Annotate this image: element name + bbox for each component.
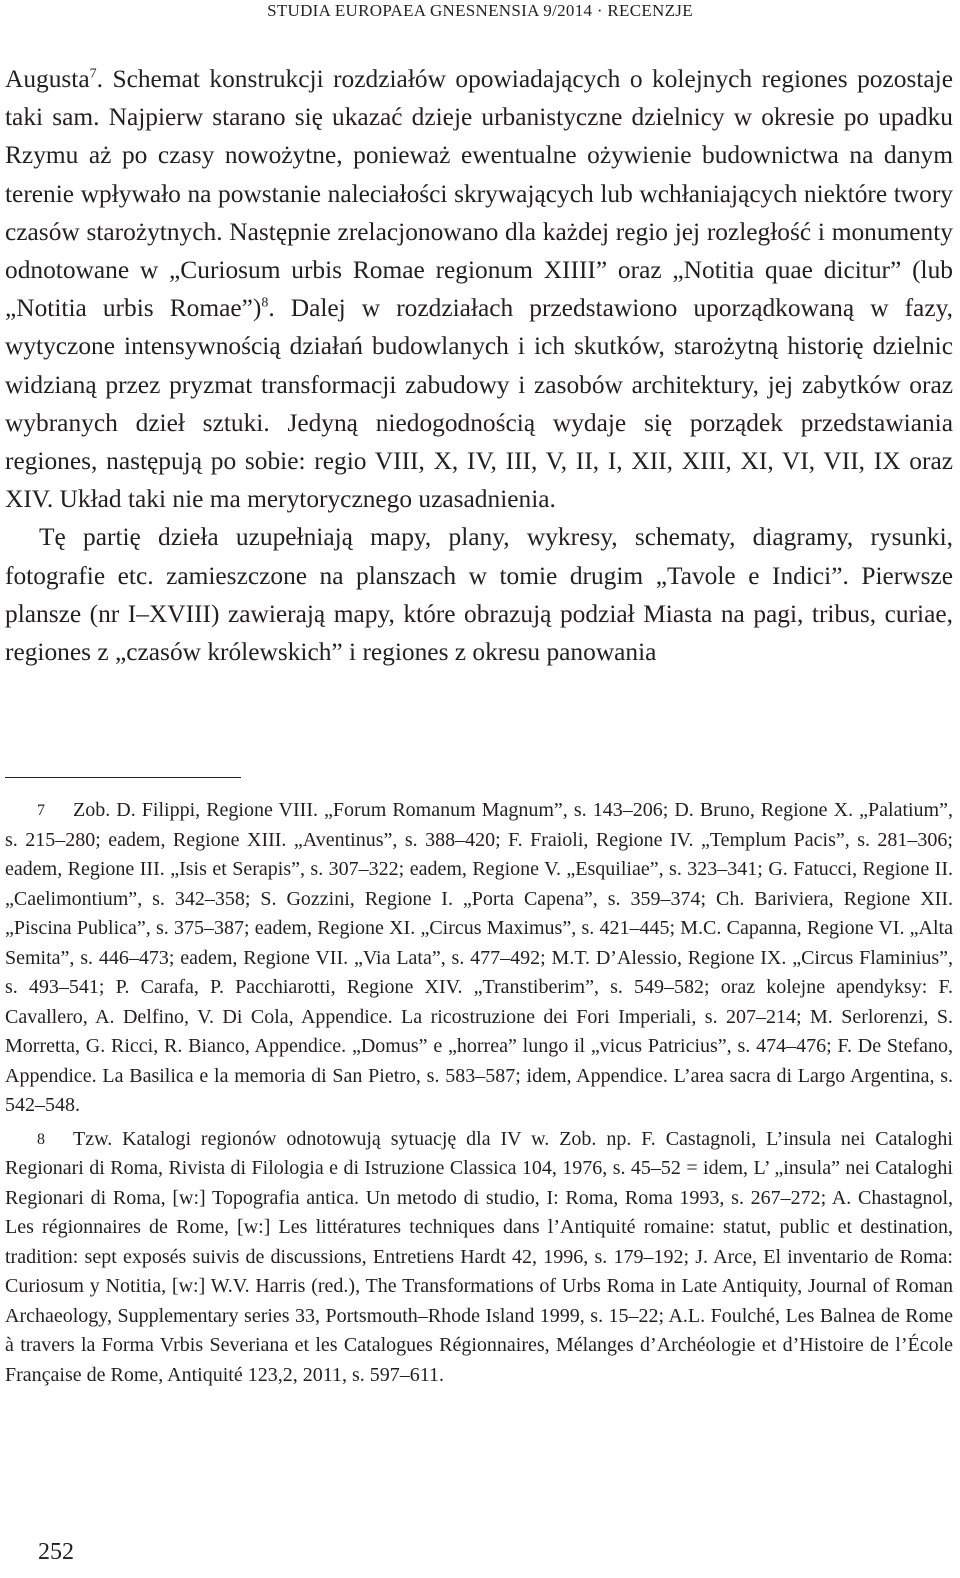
paragraph-2: Tę partię dzieła uzupełniają mapy, plany, wykresy, schematy, diagramy, rysunki, fotografie etc. zamieszczone na planszach w tomie drugim „Tavole e Indici”. Pierwsze plansze (nr I–XVIII) zawierają mapy, które obrazują podział Miasta na pagi, tribus, curiae, regiones z „czasów królewskich” i regiones z okresu panowania [5, 523, 953, 667]
footnote-separator [5, 777, 241, 778]
paragraph-1-start: Augusta [5, 65, 90, 93]
footnotes [5, 796, 953, 1390]
footnote-text: Tzw. Katalogi regionów odnotowują sytuację dla IV w. Zob. np. F. Castagnoli, L’insula nei Cataloghi Regionari di Roma, Rivista di Filologia e di Istruzione Classica 104, 1976, s. 45–52 = idem, L’ „insula” nei Cataloghi Regionari di Roma, [w:] Topografia antica. Un metodo di studio, I: Roma, Roma 1993, s. 267–272; A. Chastagnol, Les régionnaires de Rome, [w:] Les littératures techniques dans l’Antiquité romaine: statut, public et destination, tradition: sept exposés suivis de discussions, Entretiens Hardt 42, 1996, s. 179–192; J. Arce, El inventario de Roma: Curiosum y Notitia, [w:] W.V. Harris (red.), The Transformations of Urbs Roma in Late Antiquity, Journal of Roman Archaeology, Supplementary series 33, Portsmouth–Rhode Island 1999, s. 15–22; A.L. Foulché, Les Balnea de Rome à travers la Forma Vrbis Severiana et les Catalogues Régionnaires, Mélanges d’Archéologie et d’Histoire de l’École Française de Rome, Antiquité 123,2, 2011, s. 597–611. [5, 1127, 953, 1386]
main-text [5, 60, 953, 671]
footnote-number: 7 [37, 802, 45, 819]
footnote-ref-8[interactable]: 8 [261, 295, 269, 311]
footnote-text: Zob. D. Filippi, Regione VIII. „Forum Romanum Magnum”, s. 143–206; D. Bruno, Regione X. „Palatium”, s. 215–280; eadem, Regione XIII. „Aventinus”, s. 388–420; F. Fraioli, Regione IV. „Templum Pacis”, s. 281–306; eadem, Regione III. „Isis et Serapis”, s. 307–322; eadem, Regione V. „Esquiliae”, s. 323–341; G. Fatucci, Regione II. „Caelimontium”, s. 342–358; S. Gozzini, Regione I. „Porta Capena”, s. 359–374; Ch. Bariviera, Regione XII. „Piscina Publica”, s. 375–387; eadem, Regione XI. „Circus Maximus”, s. 421–445; M.C. Capanna, Regione VI. „Alta Semita”, s. 446–473; eadem, Regione VII. „Via Lata”, s. 477–492; M.T. D’Alessio, Regione IX. „Circus Flaminius”, s. 493–541; P. Carafa, P. Pacchiarotti, Regione XIV. „Transtiberim”, s. 549–582; oraz kolejne apendyksy: F. Cavallero, A. Delfino, V. Di Cola, Appendice. La ricostruzione dei Fori Imperiali, s. 207–214; M. Serlorenzi, S. Morretta, G. Ricci, R. Bianco, Appendice. „Domus” e „horrea” lungo il „vicus Patricius”, s. 474–476; F. De Stefano, Appendice. La Basilica e la memoria di San Pietro, s. 583–587; idem, Appendice. L’area sacra di Largo Argentina, s. 542–548. [5, 799, 953, 1116]
footnote-7 [5, 796, 953, 1121]
paragraph-1-end: . Dalej w rozdziałach przedstawiono uporządkowaną w fazy, wytyczone intensywnością działań budowlanych i ich skutków, starożytną historię dzielnic widzianą przez pryzmat transformacji zabudowy i zasobów architektury, jej zabytków oraz wybranych dzieł sztuki. Jedyną niedogodnością wydaje się porządek przedstawiania regiones, następują po sobie: regio VIII, X, IV, III, V, II, I, XII, XIII, XI, VI, VII, IX oraz XIV. Układ taki nie ma merytorycznego uzasadnienia. [5, 294, 953, 514]
running-header: STUDIA EUROPAEA GNESNENSIA 9/2014 · RECENZJE [267, 1, 693, 20]
footnote-number: 8 [37, 1130, 45, 1148]
page-number: 252 [38, 1539, 74, 1565]
footnote-8 [5, 1125, 953, 1391]
paragraph-1-middle: . Schemat konstrukcji rozdziałów opowiadających o kolejnych regiones pozostaje taki sam. Najpierw starano się ukazać dzieje urbanistyczne dzielnicy w okresie po upadku Rzymu aż po czasy nowożytne, ponieważ ewentualne ożywienie budownictwa na danym terenie wpływało na powstanie naleciałości skrywających lub wchłaniających niektóre twory czasów starożytnych. Następnie zrelacjonowano dla każdej regio jej rozległość i monumenty odnotowane w „Curiosum urbis Romae regionum XIIII” oraz „Notitia quae dicitur” (lub „Notitia urbis Romae”) [5, 65, 953, 323]
paragraph-1 [5, 60, 953, 518]
footnote-ref-7[interactable]: 7 [89, 66, 97, 82]
